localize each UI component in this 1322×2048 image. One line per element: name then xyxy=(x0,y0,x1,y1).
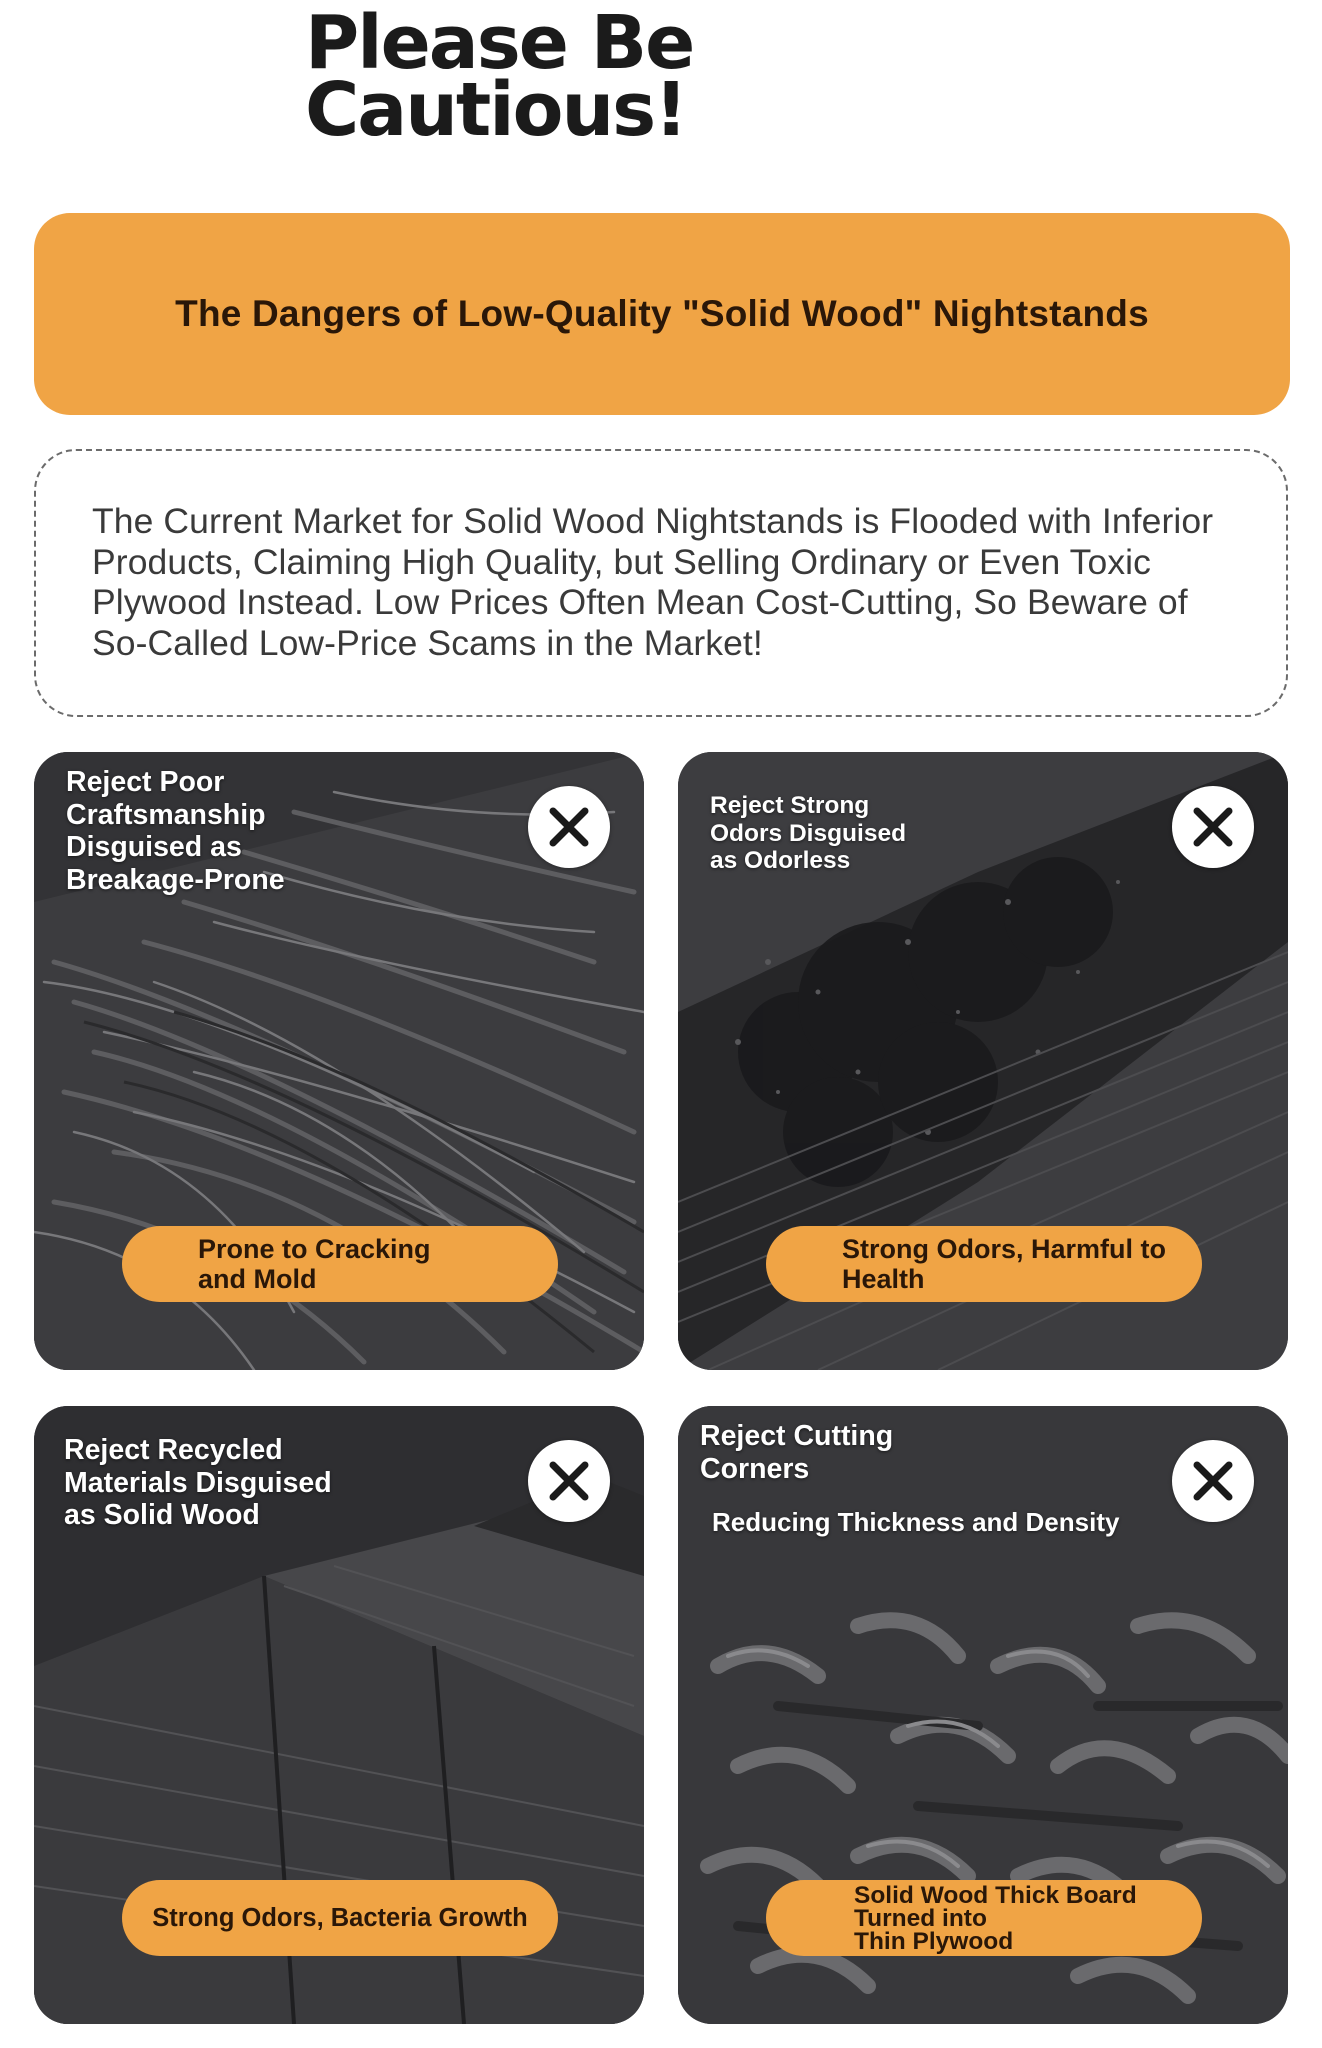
close-button[interactable] xyxy=(1172,1440,1254,1522)
close-icon xyxy=(547,805,591,849)
dangers-banner xyxy=(34,213,1290,415)
market-notice xyxy=(34,449,1288,717)
heading-line-1: Please Be xyxy=(305,0,694,86)
card-label: Solid Wood Thick Board Turned into Thin Plywood xyxy=(854,1881,1137,1955)
card-label: Strong Odors, Bacteria Growth xyxy=(152,1904,528,1932)
close-icon xyxy=(1191,1459,1235,1503)
card-label: Strong Odors, Harmful to Health xyxy=(842,1234,1166,1294)
close-button[interactable] xyxy=(1172,786,1254,868)
close-button[interactable] xyxy=(528,786,610,868)
card-cutting-corners xyxy=(678,1406,1288,2024)
card-label-pill xyxy=(766,1226,1202,1302)
card-label-pill xyxy=(122,1226,558,1302)
card-label-pill xyxy=(766,1880,1202,1956)
card-strong-odors xyxy=(678,752,1288,1370)
notice-text: The Current Market for Solid Wood Nightstands is Flooded with Inferior Products, Claiming High Quality, but Selling Ordinary or Even Toxic Plywood Instead. Low Prices Often Mean Cost-Cutting, So Beware of So-Called Low-Price Scams in the Market! xyxy=(92,501,1214,663)
heading-line-2: Cautious! xyxy=(305,67,686,153)
card-label: Prone to Cracking and Mold xyxy=(198,1234,431,1294)
card-title: Reject Recycled Materials Disguised as Solid Wood xyxy=(64,1434,332,1531)
card-subtitle: Reducing Thickness and Density xyxy=(712,1507,1120,1537)
card-label-pill xyxy=(122,1880,558,1956)
close-icon xyxy=(1191,805,1235,849)
page-heading xyxy=(305,0,694,153)
card-title: Reject Strong Odors Disguised as Odorless xyxy=(710,792,907,874)
banner-title: The Dangers of Low-Quality "Solid Wood" Nightstands xyxy=(175,293,1149,334)
card-poor-craftsmanship xyxy=(34,752,644,1370)
card-title: Reject Cutting Corners xyxy=(700,1420,894,1485)
card-recycled-materials xyxy=(34,1406,644,2024)
card-title: Reject Poor Craftsmanship Disguised as Breakage-Prone xyxy=(66,766,285,896)
close-button[interactable] xyxy=(528,1440,610,1522)
close-icon xyxy=(547,1459,591,1503)
